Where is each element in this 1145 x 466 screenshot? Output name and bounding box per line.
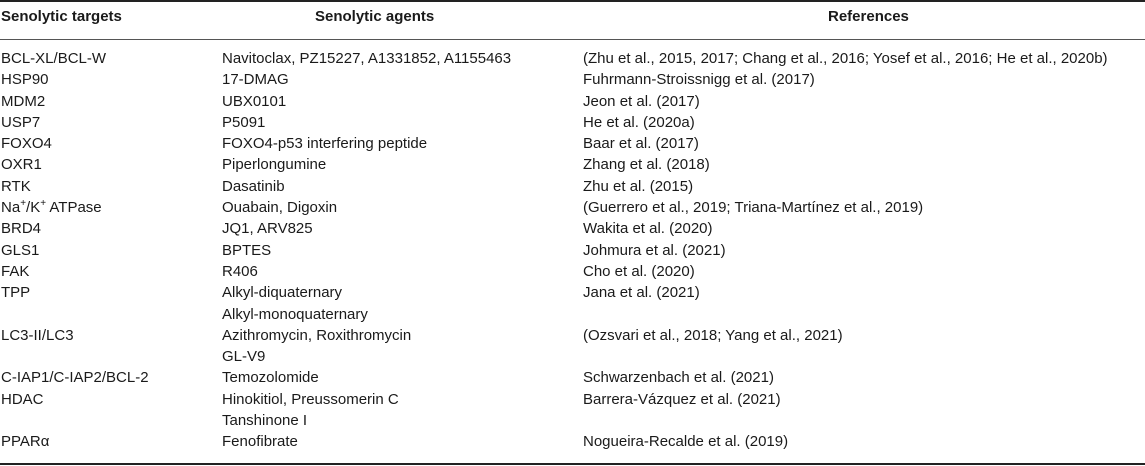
cell-target: GLS1 xyxy=(1,241,40,259)
table-row-line xyxy=(0,431,1145,452)
cell-agent: Alkyl-monoquaternary xyxy=(222,305,368,323)
table-row xyxy=(0,133,1145,154)
cell-target: PPARα xyxy=(1,433,50,451)
table-row-line xyxy=(0,69,1145,90)
cell-reference: Johmura et al. (2021) xyxy=(583,241,726,259)
cell-agent: Piperlongumine xyxy=(222,156,327,174)
table-row xyxy=(0,282,1145,325)
table-row-line xyxy=(0,197,1145,218)
cell-agent: Hinokitiol, Preussomerin C xyxy=(222,390,399,408)
cell-reference: Schwarzenbach et al. (2021) xyxy=(583,369,774,387)
cell-reference: (Zhu et al., 2015, 2017; Chang et al., 2016; Yosef et al., 2016; He et al., 2020b) xyxy=(583,50,1108,67)
cell-reference: Baar et al. (2017) xyxy=(583,135,699,153)
table-row-line xyxy=(0,218,1145,239)
table-row-line xyxy=(0,133,1145,154)
table-row xyxy=(0,240,1145,261)
cell-agent: UBX0101 xyxy=(222,92,287,110)
table-top-rule xyxy=(0,0,1145,2)
table-row-line xyxy=(0,367,1145,388)
cell-agent: Alkyl-diquaternary xyxy=(222,284,343,302)
table-row-line xyxy=(0,325,1145,346)
table-row-line xyxy=(0,304,1145,325)
cell-agent: BPTES xyxy=(222,241,272,259)
cell-agent: Tanshinone I xyxy=(222,412,308,430)
cell-reference: Barrera-Vázquez et al. (2021) xyxy=(583,390,781,408)
cell-reference: Jeon et al. (2017) xyxy=(583,92,700,110)
cell-agent: Navitoclax, PZ15227, A1331852, A1155463 xyxy=(222,50,512,67)
cell-reference: Cho et al. (2020) xyxy=(583,262,695,280)
header-rule xyxy=(0,39,1145,40)
table-row-line xyxy=(0,48,1145,69)
cell-target: TPP xyxy=(1,284,31,302)
cell-target: Na+/K+ ATPase xyxy=(1,198,102,217)
table-header xyxy=(0,8,1145,30)
table-row xyxy=(0,69,1145,90)
cell-reference: (Ozsvari et al., 2018; Yang et al., 2021) xyxy=(583,326,843,344)
cell-reference: Wakita et al. (2020) xyxy=(583,220,713,238)
cell-agent: FOXO4-p53 interfering peptide xyxy=(222,135,428,153)
header-senolytic-targets: Senolytic targets xyxy=(1,8,122,25)
cell-target: USP7 xyxy=(1,113,41,131)
table-row xyxy=(0,389,1145,432)
cell-target: BRD4 xyxy=(1,220,42,238)
table-row-line xyxy=(0,346,1145,367)
cell-target: HSP90 xyxy=(1,71,49,89)
table-row-line xyxy=(0,282,1145,303)
table-row xyxy=(0,218,1145,239)
table-row-line xyxy=(0,176,1145,197)
cell-agent: Dasatinib xyxy=(222,177,285,195)
table-row xyxy=(0,197,1145,218)
cell-reference: Zhang et al. (2018) xyxy=(583,156,710,174)
cell-agent: P5091 xyxy=(222,113,266,131)
table-row-line xyxy=(0,389,1145,410)
table-row-line xyxy=(0,91,1145,112)
table-row-line xyxy=(0,261,1145,282)
table-row xyxy=(0,367,1145,388)
cell-reference: Fuhrmann-Stroissnigg et al. (2017) xyxy=(583,71,815,89)
cell-target: FOXO4 xyxy=(1,135,52,153)
table-row xyxy=(0,154,1145,175)
cell-reference: Zhu et al. (2015) xyxy=(583,177,694,195)
table-row-line xyxy=(0,240,1145,261)
cell-agent: R406 xyxy=(222,262,258,280)
cell-agent: Temozolomide xyxy=(222,369,319,387)
table-row-line xyxy=(0,410,1145,431)
cell-reference: He et al. (2020a) xyxy=(583,113,695,131)
table-row xyxy=(0,325,1145,368)
header-senolytic-agents: Senolytic agents xyxy=(315,8,435,25)
cell-agent: Fenofibrate xyxy=(222,433,298,451)
cell-reference: (Guerrero et al., 2019; Triana-Martínez et al., 2019) xyxy=(583,199,924,217)
cell-target: OXR1 xyxy=(1,156,42,174)
table-row-line xyxy=(0,112,1145,133)
table-row xyxy=(0,261,1145,282)
cell-target: FAK xyxy=(1,262,30,280)
table-row-line xyxy=(0,154,1145,175)
cell-target: LC3-II/LC3 xyxy=(1,326,74,344)
table-row xyxy=(0,91,1145,112)
header-references: References xyxy=(828,8,909,25)
cell-agent: Ouabain, Digoxin xyxy=(222,199,338,217)
table-row xyxy=(0,431,1145,452)
cell-target: HDAC xyxy=(1,390,44,408)
cell-agent: Azithromycin, Roxithromycin xyxy=(222,326,412,344)
table-row xyxy=(0,176,1145,197)
cell-target: BCL-XL/BCL-W xyxy=(1,50,107,67)
table-row xyxy=(0,112,1145,133)
cell-reference: Jana et al. (2021) xyxy=(583,284,700,302)
cell-agent: 17-DMAG xyxy=(222,71,289,89)
cell-agent: GL-V9 xyxy=(222,348,266,366)
table-body xyxy=(0,48,1145,453)
cell-target: RTK xyxy=(1,177,31,195)
table-bottom-rule xyxy=(0,463,1145,465)
cell-reference: Nogueira-Recalde et al. (2019) xyxy=(583,433,789,451)
table-row xyxy=(0,48,1145,69)
cell-target: MDM2 xyxy=(1,92,46,110)
cell-agent: JQ1, ARV825 xyxy=(222,220,313,238)
cell-target: C-IAP1/C-IAP2/BCL-2 xyxy=(1,369,149,387)
